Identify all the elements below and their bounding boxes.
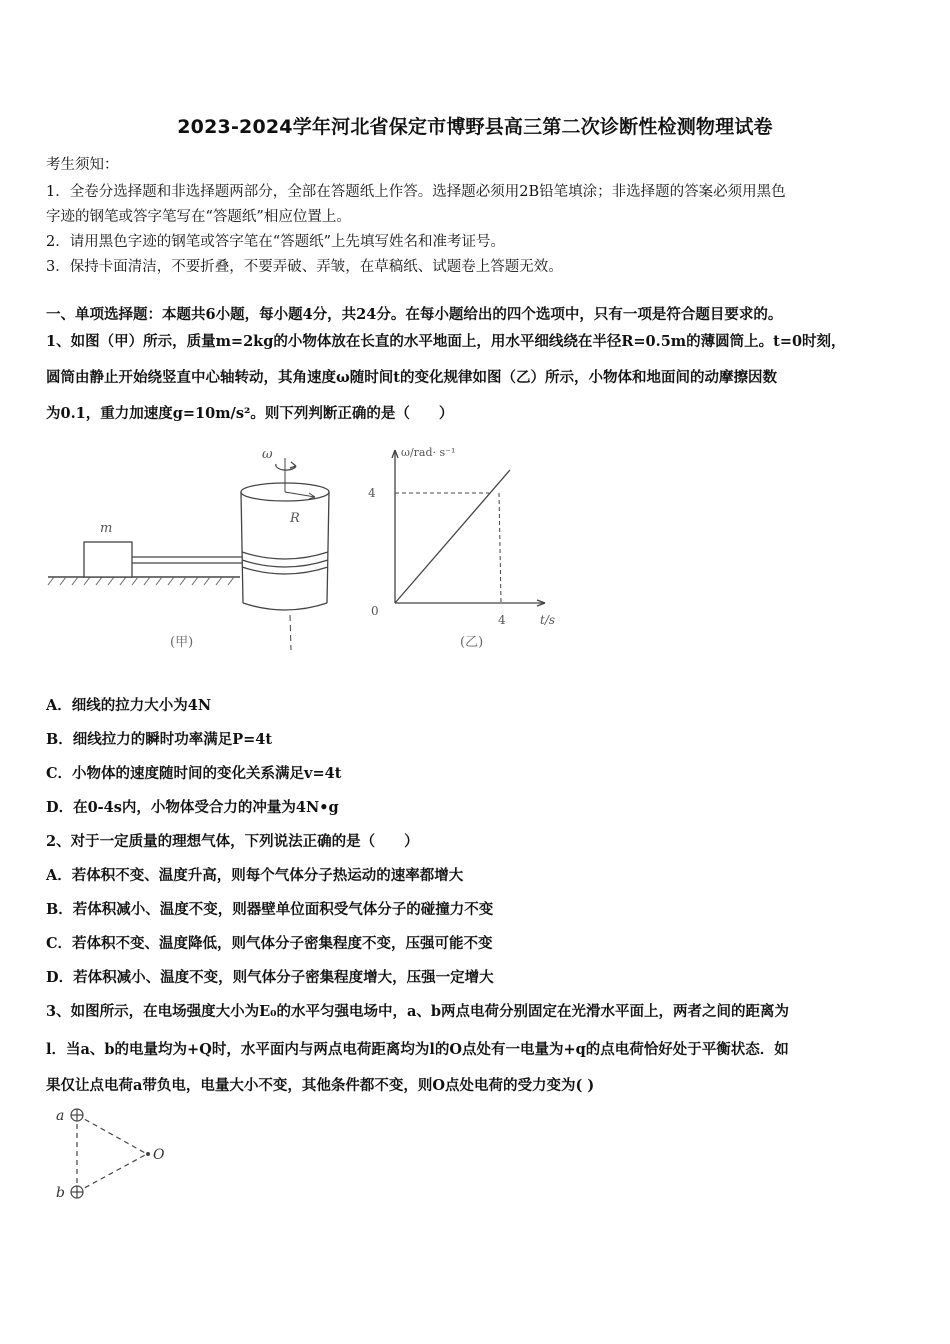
ao-line bbox=[77, 1115, 147, 1154]
q2-option-c: C．若体积不变、温度降低，则气体分子密集程度不变，压强可能不变 bbox=[46, 935, 493, 952]
q1-option-a: A．细线的拉力大小为4N bbox=[46, 697, 212, 714]
bo-line bbox=[77, 1154, 147, 1192]
omega-label: ω bbox=[262, 447, 273, 462]
label-o: O bbox=[153, 1147, 165, 1163]
x-tick-label: 4 bbox=[498, 613, 506, 627]
notice-heading: 考生须知： bbox=[46, 157, 119, 173]
q2-stem: 2、对于一定质量的理想气体，下列说法正确的是（ ） bbox=[46, 833, 419, 850]
notice-item-3: 3．保持卡面清洁，不要折叠，不要弄破、弄皱，在草稿纸、试题卷上答题无效。 bbox=[46, 259, 563, 275]
radius-label: R bbox=[290, 511, 300, 526]
ground-hatch bbox=[48, 577, 234, 585]
q1-option-d: D．在0-4s内，小物体受合力的冲量为4N•g bbox=[46, 799, 339, 816]
block-m bbox=[84, 542, 132, 577]
q2-option-d: D．若体积减小、温度不变，则气体分子密集程度增大，压强一定增大 bbox=[46, 969, 494, 986]
fig-a-caption: (甲) bbox=[170, 635, 194, 650]
figure-omega-graph bbox=[365, 440, 585, 660]
q1-option-c: C．小物体的速度随时间的变化关系满足v=4t bbox=[46, 765, 342, 782]
q1-stem-line-3: 为0.1，重力加速度g=10m/s²。则下列判断正确的是（ ） bbox=[46, 405, 454, 422]
section-heading: 一、单项选择题：本题共6小题，每小题4分，共24分。在每小题给出的四个选项中，只有一项是符合题目要求的。 bbox=[46, 306, 783, 323]
point-o-icon bbox=[146, 1152, 150, 1156]
q1-option-b: B．细线拉力的瞬时功率满足P=4t bbox=[46, 731, 273, 748]
q2-option-b: B．若体积减小、温度不变，则器壁单位面积受气体分子的碰撞力不变 bbox=[46, 901, 494, 918]
y-tick-label: 4 bbox=[368, 486, 376, 500]
notice-item-1-cont: 字迹的钢笔或答字笔写在“答题纸”相应位置上。 bbox=[46, 209, 351, 225]
q1-stem-line-2: 圆筒由静止开始绕竖直中心轴转动，其角速度ω随时间t的变化规律如图（乙）所示，小物体和地面间的动摩擦因数 bbox=[46, 369, 777, 386]
label-b: b bbox=[56, 1185, 65, 1201]
notice-item-2: 2．请用黑色字迹的钢笔或答字笔在“答题纸”上先填写姓名和准考证号。 bbox=[46, 234, 506, 250]
y-axis-label: ω/rad· s⁻¹ bbox=[401, 446, 456, 459]
x-guide bbox=[499, 493, 501, 603]
figure-charges bbox=[50, 1100, 190, 1205]
label-a: a bbox=[56, 1108, 65, 1124]
q3-stem-line-2: l．当a、b的电量均为+Q时，水平面内与两点电荷距离均为l的O点处有一电量为+q的点电荷恰好处于平衡状态．如 bbox=[46, 1041, 789, 1058]
exam-title: 2023-2024学年河北省保定市博野县高三第二次诊断性检测物理试卷 bbox=[177, 116, 773, 138]
fig-b-caption: (乙) bbox=[460, 635, 484, 650]
q3-stem-line-1: 3、如图所示，在电场强度大小为E₀的水平匀强电场中，a、b两点电荷分别固定在光滑水平面上，两者之间的距离为 bbox=[46, 1003, 790, 1020]
q3-stem-line-3: 果仅让点电荷a带负电，电量大小不变，其他条件都不变，则O点处电荷的受力变为( ) bbox=[46, 1077, 595, 1094]
q2-option-a: A．若体积不变、温度升高，则每个气体分子热运动的速率都增大 bbox=[46, 867, 464, 884]
mass-label: m bbox=[100, 521, 113, 536]
notice-item-1: 1．全卷分选择题和非选择题两部分，全部在答题纸上作答。选择题必须用2B铅笔填涂；非选择题的答案必须用黑色 bbox=[46, 184, 786, 200]
q1-stem-line-1: 1、如图（甲）所示，质量m=2kg的小物体放在长直的水平地面上，用水平细线绕在半径R=0.5m的薄圆筒上。t=0时刻， bbox=[46, 333, 846, 350]
x-axis-label: t/s bbox=[540, 613, 556, 627]
figure-cylinder bbox=[40, 440, 360, 660]
omega-line bbox=[395, 470, 510, 603]
origin-label: 0 bbox=[371, 604, 379, 618]
